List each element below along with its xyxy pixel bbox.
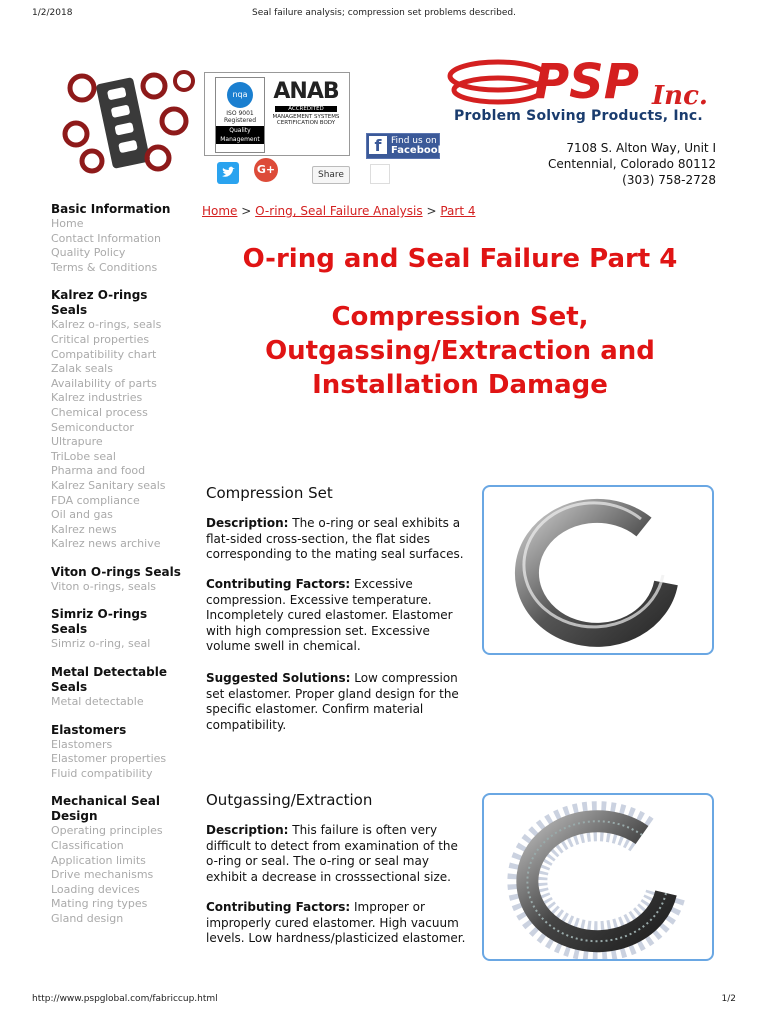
breadcrumb-part4[interactable]: Part 4 bbox=[440, 204, 476, 218]
sidebar-link[interactable]: Kalrez o-rings, seals bbox=[51, 318, 162, 332]
psp-logo-inc: Inc. bbox=[652, 81, 708, 108]
address-line2: Centennial, Colorado 80112 bbox=[548, 157, 716, 171]
sidebar-heading: Metal Detectable Seals bbox=[51, 665, 167, 695]
registered-label: Registered bbox=[223, 117, 257, 124]
compression-set-image bbox=[482, 485, 714, 655]
sidebar-link[interactable]: Metal detectable bbox=[51, 695, 144, 709]
sidebar-link[interactable]: Kalrez industries bbox=[51, 391, 143, 405]
anab-body: MANAGEMENT SYSTEMS CERTIFICATION BODY bbox=[272, 114, 340, 126]
sidebar-link[interactable]: Gland design bbox=[51, 912, 124, 925]
anab-badge bbox=[269, 79, 343, 126]
share-placeholder bbox=[370, 164, 390, 184]
sidebar-link[interactable]: Compatibility chart bbox=[51, 347, 157, 361]
description-label: Description: bbox=[206, 823, 289, 837]
sidebar-link[interactable]: Zalak seals bbox=[51, 362, 113, 376]
sidebar-nav bbox=[51, 202, 191, 940]
sidebar-link[interactable]: Fluid compatibility bbox=[51, 766, 153, 780]
sidebar-heading: Elastomers bbox=[51, 722, 127, 737]
sidebar-link[interactable]: Loading devices bbox=[51, 882, 140, 896]
sidebar-section bbox=[51, 794, 191, 926]
share-button[interactable]: Share bbox=[312, 166, 350, 184]
sidebar-link[interactable]: Semiconductor bbox=[51, 420, 134, 434]
description-text: This failure is often very difficult to detect from examination of the o-ring or seal. The o-ring or seal may exhibit a decrease in crosssectional size. bbox=[206, 823, 458, 884]
psp-logo bbox=[446, 54, 716, 108]
print-url: http://www.pspglobal.com/fabriccup.html bbox=[32, 994, 218, 1004]
sidebar-link[interactable]: Availability of parts bbox=[51, 376, 157, 390]
address-line1: 7108 S. Alton Way, Unit I bbox=[566, 141, 716, 155]
compression-set-heading: Compression Set bbox=[206, 484, 333, 502]
breadcrumb-home[interactable]: Home bbox=[202, 204, 238, 218]
solutions-text: Low compression set elastomer. Proper gland design for the specific elastomer. Confirm material compatibility. bbox=[206, 671, 459, 732]
sidebar-link[interactable]: Oil and gas bbox=[51, 508, 113, 522]
outgassing-factors bbox=[206, 900, 468, 947]
print-page-title: Seal failure analysis; compression set problems described. bbox=[252, 8, 516, 18]
sidebar-link[interactable]: Simriz o-ring, seal bbox=[51, 637, 151, 651]
iso-label: ISO 9001 bbox=[226, 110, 254, 117]
description-text: The o-ring or seal exhibits a flat-sided cross-section, the flat sides corresponding to the mating seal surfaces. bbox=[206, 516, 464, 562]
sidebar-link[interactable]: Ultrapure bbox=[51, 435, 103, 449]
address-phone: (303) 758-2728 bbox=[622, 173, 716, 187]
iso-9001-badge bbox=[215, 77, 265, 153]
google-plus-icon[interactable]: G+ bbox=[254, 158, 278, 182]
compression-set-factors bbox=[206, 577, 468, 655]
sidebar-link[interactable]: TriLobe seal bbox=[51, 449, 116, 463]
sidebar-link[interactable]: Classification bbox=[51, 839, 124, 853]
sidebar-section bbox=[51, 723, 191, 782]
description-label: Description: bbox=[206, 516, 289, 530]
sidebar-link[interactable]: Drive mechanisms bbox=[51, 868, 154, 882]
anab-logo: ANAB bbox=[273, 79, 339, 104]
anab-accredited: ACCREDITED bbox=[275, 106, 337, 112]
print-date: 1/2/2018 bbox=[32, 8, 73, 18]
sidebar-section bbox=[51, 607, 191, 652]
psp-logo-text: PSP bbox=[534, 54, 639, 108]
company-name: Problem Solving Products, Inc. bbox=[454, 108, 703, 124]
sidebar-link[interactable]: Operating principles bbox=[51, 824, 163, 838]
sidebar-heading: Basic Information bbox=[51, 202, 171, 216]
print-page-number: 1/2 bbox=[721, 994, 736, 1004]
compression-set-solutions bbox=[206, 671, 468, 733]
sidebar-link[interactable]: Application limits bbox=[51, 853, 146, 867]
sidebar-section bbox=[51, 565, 191, 595]
sidebar-link[interactable]: Critical properties bbox=[51, 332, 150, 346]
factors-label: Contributing Factors: bbox=[206, 577, 351, 591]
sidebar-heading: Mechanical Seal Design bbox=[51, 794, 160, 824]
facebook-line1: Find us on bbox=[391, 136, 437, 146]
sidebar-heading: Kalrez O-rings Seals bbox=[51, 288, 148, 318]
orings-gasket-image bbox=[62, 66, 196, 176]
solutions-label: Suggested Solutions: bbox=[206, 671, 351, 685]
sidebar-link[interactable]: Elastomers bbox=[51, 737, 113, 751]
page-subtitle: Compression Set, Outgassing/Extraction and Installation Damage bbox=[265, 302, 655, 400]
compressed-oring-illustration bbox=[484, 487, 712, 653]
outgassing-heading: Outgassing/Extraction bbox=[206, 791, 373, 809]
sidebar-link[interactable]: Terms & Conditions bbox=[51, 260, 158, 274]
factors-text: Improper or improperly cured elastomer. High vacuum levels. Low hardness/plasticized elastomer. bbox=[206, 900, 466, 946]
facebook-icon: f bbox=[369, 136, 387, 154]
sidebar-link[interactable]: FDA compliance bbox=[51, 493, 140, 507]
sidebar-link[interactable]: Chemical process bbox=[51, 405, 148, 419]
sidebar-heading: Viton O-rings Seals bbox=[51, 564, 181, 579]
outgassing-image bbox=[482, 793, 714, 961]
sidebar-link[interactable]: Viton o-rings, seals bbox=[51, 579, 157, 593]
sidebar-link[interactable]: Kalrez Sanitary seals bbox=[51, 478, 166, 492]
compression-set-description bbox=[206, 516, 468, 563]
breadcrumb-separator: > bbox=[426, 204, 437, 218]
sidebar-link[interactable]: Kalrez news bbox=[51, 522, 117, 536]
facebook-line2: Facebook bbox=[391, 145, 445, 156]
factors-label: Contributing Factors: bbox=[206, 900, 351, 914]
page-title: O-ring and Seal Failure Part 4 bbox=[242, 244, 678, 274]
sidebar-section bbox=[51, 288, 191, 552]
company-address bbox=[548, 140, 716, 188]
sidebar-link[interactable]: Mating ring types bbox=[51, 897, 148, 911]
facebook-button[interactable] bbox=[366, 133, 445, 159]
management-label: Management bbox=[216, 135, 264, 144]
sidebar-section bbox=[51, 202, 191, 275]
quality-label: Quality bbox=[216, 126, 264, 135]
sidebar-link[interactable]: Elastomer properties bbox=[51, 752, 167, 766]
sidebar-link[interactable]: Contact Information bbox=[51, 231, 161, 245]
sidebar-heading: Simriz O-rings Seals bbox=[51, 607, 148, 637]
breadcrumb-seal-failure[interactable]: O-ring, Seal Failure Analysis bbox=[255, 204, 423, 218]
nqa-logo: nqa bbox=[227, 82, 253, 108]
sidebar-section bbox=[51, 665, 191, 710]
sidebar-link[interactable]: Pharma and food bbox=[51, 464, 146, 478]
factors-text: Excessive compression. Excessive temperature. Incompletely cured elastomer. Elastomer with high compression set. Excessive volume swell in chemical. bbox=[206, 577, 453, 654]
certification-badges bbox=[204, 72, 350, 156]
sidebar-link[interactable]: Quality Policy bbox=[51, 246, 126, 260]
sidebar-link[interactable]: Home bbox=[51, 217, 84, 230]
breadcrumb bbox=[202, 204, 475, 218]
breadcrumb-separator: > bbox=[241, 204, 252, 218]
outgassing-description bbox=[206, 823, 468, 885]
twitter-icon[interactable] bbox=[217, 162, 239, 184]
sidebar-link[interactable]: Kalrez news archive bbox=[51, 537, 161, 551]
outgassed-oring-illustration bbox=[484, 795, 712, 959]
